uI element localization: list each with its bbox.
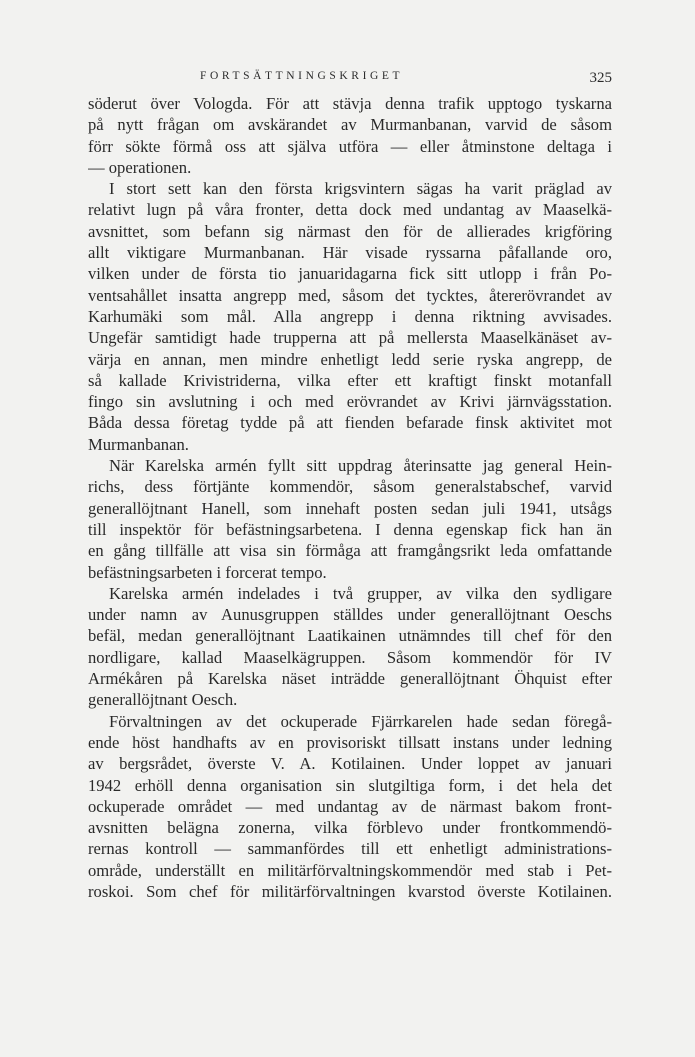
page-header	[200, 70, 612, 88]
text-line: Armékåren på Karelska näset inträdde generallöjtnant Öhquist efter	[88, 669, 612, 689]
text-line: Karelska armén indelades i två grupper, av vilka den sydligare	[109, 583, 612, 603]
text-line: Murmanbanan.	[88, 434, 189, 454]
text-line: befästningsarbeten i forcerat tempo.	[88, 562, 327, 582]
text-line: I stort sett kan den första krigsvintern sägas ha varit präglad av	[109, 179, 612, 199]
text-line: nordligare, kallad Maaselkägruppen. Såsom kommendör för IV	[88, 647, 612, 667]
text-line: allt viktigare Murmanbanan. Här visade ryssarna påfallande oro,	[88, 243, 612, 263]
paragraph	[88, 93, 612, 178]
text-line: befäl, medan generallöjtnant Laatikainen utnämndes till chef för den	[88, 626, 612, 646]
text-line: förr sökte förmå oss att själva utföra — eller åtminstone deltaga i	[88, 136, 612, 156]
text-line: fingo sin avslutning i och med erövrandet av Krivi järnvägsstation.	[88, 392, 612, 412]
text-line: på nytt frågan om avskärandet av Murmanbanan, varvid de såsom	[88, 115, 612, 135]
paragraph	[88, 178, 612, 455]
text-line: söderut över Vologda. För att stävja denna trafik upptogo tyskarna	[88, 94, 612, 113]
text-line: Ungefär samtidigt hade trupperna att på mellersta Maaselkänäset av-	[88, 328, 612, 348]
text-line: relativt lugn på våra fronter, detta dock med undantag av Maaselkä-	[88, 200, 612, 220]
text-line: en gång tillfälle att visa sin förmåga att framgångsrikt leda omfattande	[88, 541, 612, 561]
text-line: ventsahållet insatta angrepp med, såsom det tycktes, återerövrandet av	[88, 285, 612, 305]
text-line: Karhumäki som mål. Alla angrepp i denna riktning avvisades.	[88, 306, 612, 326]
text-line: generallöjtnant Oesch.	[88, 690, 238, 710]
paragraph	[88, 455, 612, 583]
text-line: När Karelska armén fyllt sitt uppdrag återinsatte jag general Hein-	[109, 456, 612, 476]
page-number: 325	[589, 70, 612, 86]
text-line: under namn av Aunusgruppen ställdes under generallöjtnant Oeschs	[88, 605, 612, 625]
text-line: — operationen.	[88, 157, 192, 177]
text-line: generallöjtnant Hanell, som innehaft posten sedan juli 1941, utsågs	[88, 498, 612, 518]
running-title: FORTSÄTTNINGSKRIGET	[200, 70, 404, 82]
text-line: ende höst handhafts av en provisoriskt tillsatt instans under ledning	[88, 732, 612, 752]
text-line: rernas kontroll — sammanfördes till ett enhetligt administrations-	[88, 839, 612, 859]
text-line: avsnittet, som befann sig närmast den för de allierades krigföring	[88, 221, 612, 241]
text-line: område, underställt en militärförvaltningskommendör med stab i Pet-	[88, 860, 612, 880]
paragraph	[88, 583, 612, 711]
text-line: ockuperade området — med undantag av de närmast bakom front-	[88, 796, 612, 816]
text-line: Förvaltningen av det ockuperade Fjärrkarelen hade sedan föregå-	[109, 711, 612, 731]
text-line: så kallade Krivistriderna, vilka efter ett kraftigt finskt motanfall	[88, 370, 612, 390]
text-line: till inspektör för befästningsarbetena. I denna egenskap fick han än	[88, 519, 612, 539]
text-line: av bergsrådet, överste V. A. Kotilainen. Under loppet av januari	[88, 754, 612, 774]
text-line: avsnitten belägna zonerna, vilka förblevo under frontkommendö-	[88, 818, 612, 838]
body-text	[88, 93, 612, 902]
text-line: Båda dessa företag tydde på att fienden befarade finsk aktivitet mot	[88, 413, 612, 433]
text-line: roskoi. Som chef för militärförvaltningen kvarstod överste Kotilainen.	[88, 881, 612, 901]
text-line: värja en annan, men mindre enhetligt ledd serie ryska angrepp, de	[88, 349, 612, 369]
paragraph	[88, 711, 612, 903]
text-line: vilken under de första tio januaridagarna fick sitt utlopp i från Po-	[88, 264, 612, 284]
text-line: 1942 erhöll denna organisation sin slutgiltiga form, i det hela det	[88, 775, 612, 795]
text-line: richs, dess förtjänte kommendör, såsom generalstabschef, varvid	[88, 477, 612, 497]
